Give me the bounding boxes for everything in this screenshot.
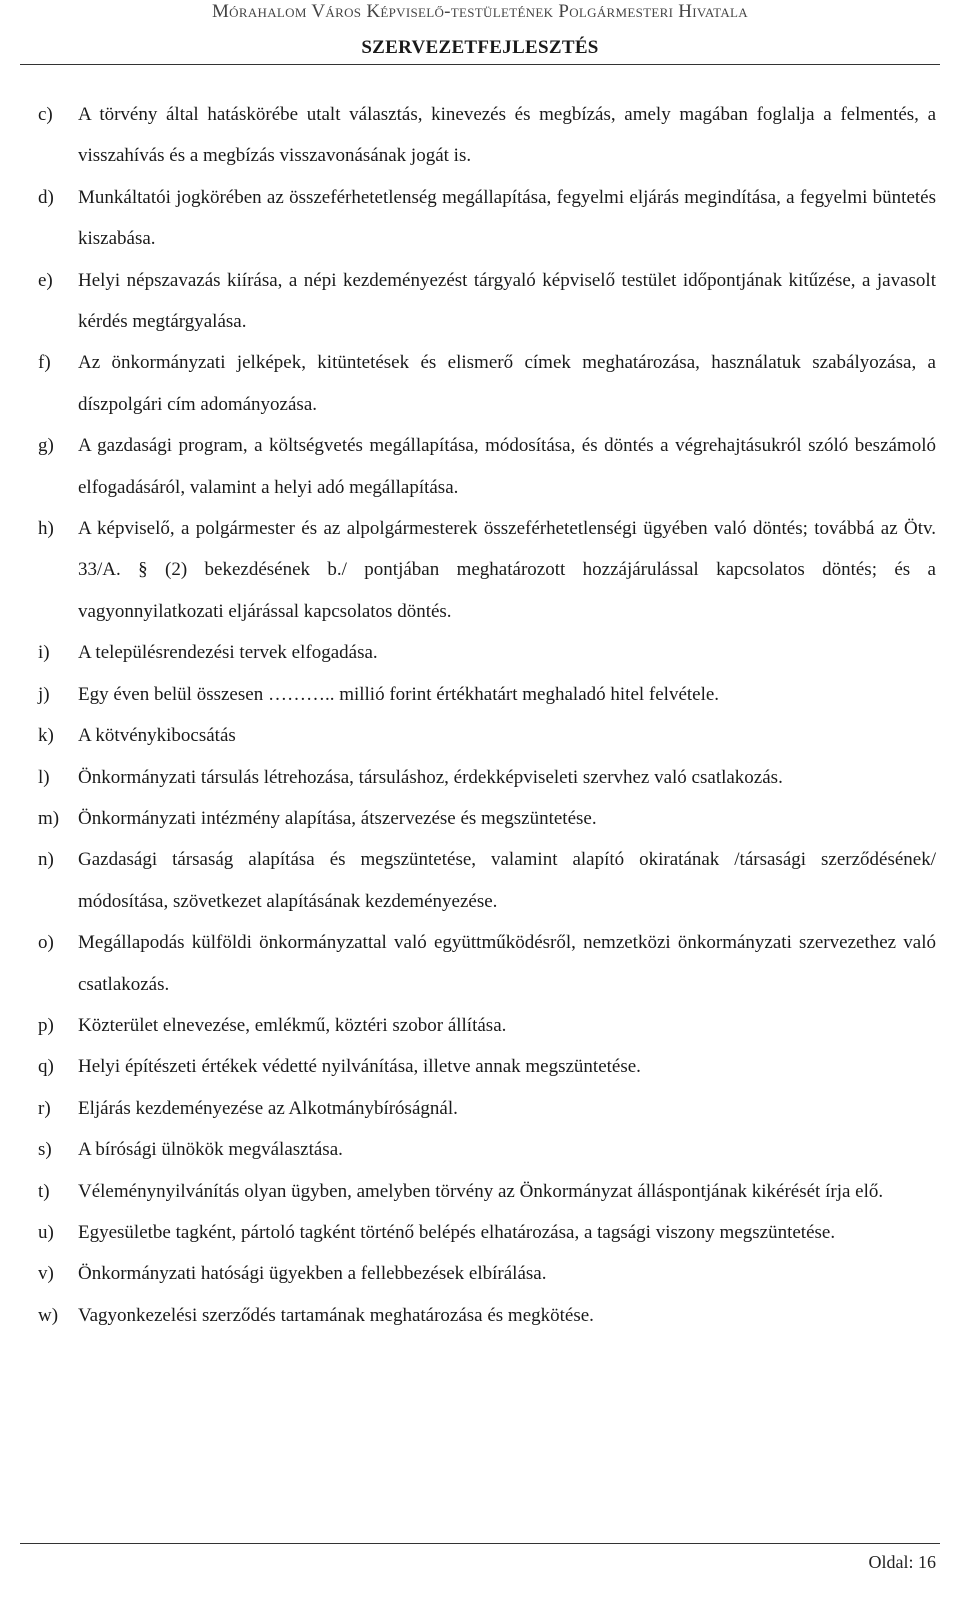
item-label: f) <box>38 352 51 374</box>
item-label: n) <box>38 849 54 871</box>
list-item-v <box>38 1253 936 1294</box>
item-label: v) <box>38 1263 54 1285</box>
list-item-d <box>38 177 936 260</box>
item-label: p) <box>38 1014 54 1036</box>
list-item-m <box>38 798 936 839</box>
item-text: Közterület elnevezése, emlékmű, köztéri szobor állítása. <box>78 1014 507 1036</box>
list-item-q <box>38 1046 936 1087</box>
item-label: k) <box>38 725 54 747</box>
item-text: Egy éven belül összesen ……….. millió forint értékhatárt meghaladó hitel felvétele. <box>78 683 720 705</box>
item-text: A bírósági ülnökök megválasztása. <box>78 1139 343 1161</box>
item-list <box>38 94 936 1336</box>
item-text: Egyesületbe tagként, pártoló tagként történő belépés elhatározása, a tagsági viszony megszüntetése. <box>78 1221 836 1243</box>
list-item-w <box>38 1295 936 1336</box>
item-text: Önkormányzati társulás létrehozása, társuláshoz, érdekképviseleti szervhez való csatlakozás. <box>78 766 783 788</box>
item-label: i) <box>38 642 50 664</box>
item-text: Önkormányzati intézmény alapítása, átszervezése és megszüntetése. <box>78 807 597 829</box>
item-label: e) <box>38 269 53 291</box>
item-label: g) <box>38 435 54 457</box>
list-item-c <box>38 94 936 177</box>
item-text: Munkáltatói jogkörében az összeférhetetlenség megállapítása, fegyelmi eljárás megindítása, a fegyelmi büntetés kiszabása. <box>78 186 936 250</box>
list-item-l <box>38 757 936 798</box>
item-label: u) <box>38 1221 54 1243</box>
list-item-o <box>38 922 936 1005</box>
item-text: A képviselő, a polgármester és az alpolgármesterek összeférhetetlenségi ügyében való döntés; továbbá az Ötv. 33/A. § (2) bekezdésének b./ pontjában meghatározott hozzájárulással kapcsolatos döntés; és a vagyonnyilatkozati eljárással kapcsolatos döntés. <box>78 518 936 622</box>
item-text: Helyi népszavazás kiírása, a népi kezdeményezést tárgyaló képviselő testület időpontjának kitűzése, a javasolt kérdés megtárgyalása. <box>78 269 936 333</box>
item-label: d) <box>38 186 54 208</box>
item-label: r) <box>38 1097 51 1119</box>
item-label: q) <box>38 1056 54 1078</box>
list-item-g <box>38 425 936 508</box>
item-label: s) <box>38 1139 52 1161</box>
list-item-u <box>38 1212 936 1253</box>
list-item-h <box>38 508 936 632</box>
list-item-p <box>38 1005 936 1046</box>
list-item-t <box>38 1171 936 1212</box>
list-item-s <box>38 1129 936 1170</box>
item-text: A kötvénykibocsátás <box>78 725 236 747</box>
item-label: l) <box>38 766 50 788</box>
list-item-i <box>38 632 936 673</box>
item-text: Eljárás kezdeményezése az Alkotmánybíróságnál. <box>78 1097 458 1119</box>
list-item-n <box>38 839 936 922</box>
list-item-k <box>38 715 936 756</box>
footer-divider <box>20 1543 940 1544</box>
header-title: Mórahalom Város Képviselő-testületének Polgármesteri Hivatala <box>211 1 748 22</box>
item-text: A településrendezési tervek elfogadása. <box>78 642 378 664</box>
item-text: Önkormányzati hatósági ügyekben a fellebbezések elbírálása. <box>78 1263 547 1285</box>
item-text: Helyi építészeti értékek védetté nyilvánítása, illetve annak megszüntetése. <box>78 1056 641 1078</box>
item-label: t) <box>38 1180 50 1202</box>
list-item-j <box>38 674 936 715</box>
item-label: w) <box>38 1304 59 1326</box>
header-divider <box>20 64 940 65</box>
item-text: Véleménynyilvánítás olyan ügyben, amelyben törvény az Önkormányzat álláspontjának kikérését írja elő. <box>78 1180 884 1202</box>
item-label: h) <box>38 518 54 540</box>
item-label: c) <box>38 104 53 125</box>
list-item-f <box>38 342 936 425</box>
item-label: j) <box>38 683 50 705</box>
item-text: A törvény által hatáskörébe utalt választás, kinevezés és megbízás, amely magában foglalja a felmentés, a visszahívás és a megbízás visszavonásának jogát is. <box>78 104 936 167</box>
item-text: Megállapodás külföldi önkormányzattal való együttműködésről, nemzetközi önkormányzati szervezethez való csatlakozás. <box>78 932 936 995</box>
item-label: m) <box>38 807 60 829</box>
item-text: Az önkormányzati jelképek, kitüntetések és elismerő címek meghatározása, használatuk szabályozása, a díszpolgári cím adományozása. <box>78 352 936 415</box>
item-text: Vagyonkezelési szerződés tartamának meghatározása és megkötése. <box>78 1304 594 1326</box>
item-label: o) <box>38 932 54 954</box>
page-number: Oldal: 16 <box>868 1552 936 1572</box>
header-subtitle: SZERVEZETFEJLESZTÉS <box>361 37 599 58</box>
list-item-e <box>38 260 936 343</box>
item-text: A gazdasági program, a költségvetés megállapítása, módosítása, és döntés a végrehajtásukról szóló beszámoló elfogadásáról, valamint a helyi adó megállapítása. <box>78 435 936 498</box>
list-item-r <box>38 1088 936 1129</box>
item-text: Gazdasági társaság alapítása és megszüntetése, valamint alapító okiratának /társasági szerződésének/ módosítása, szövetkezet alapításának kezdeményezése. <box>78 849 936 912</box>
